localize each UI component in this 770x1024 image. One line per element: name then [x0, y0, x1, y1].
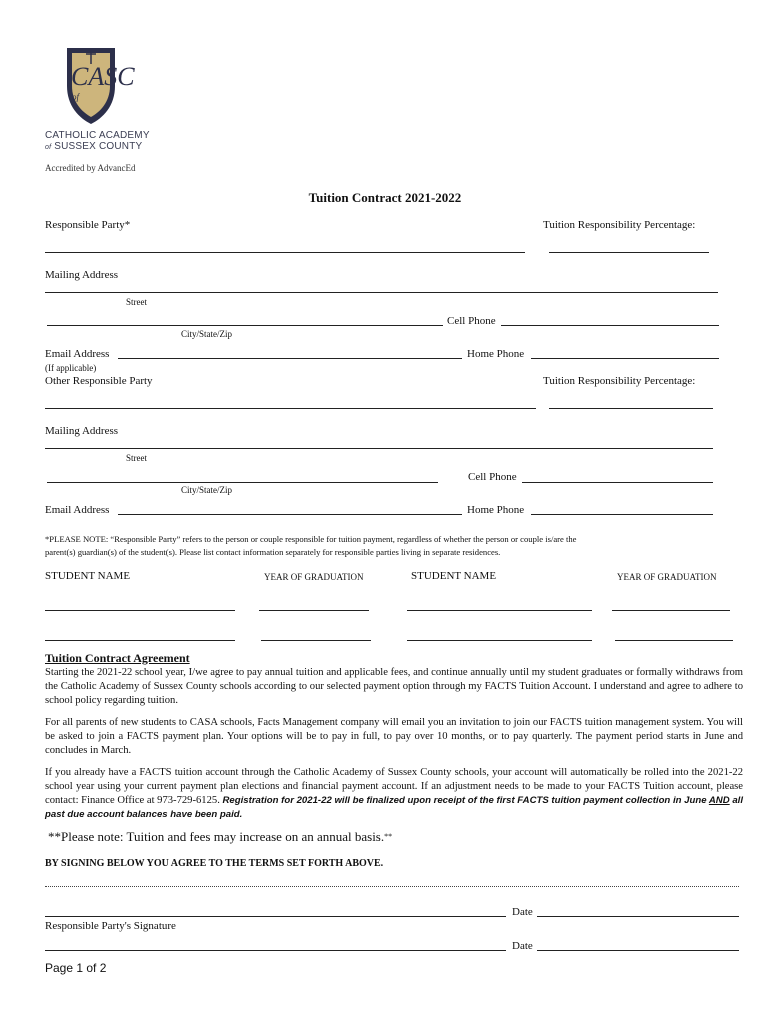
year-graduation-header-2: YEAR OF GRADUATION — [617, 572, 717, 582]
date-label-2: Date — [512, 940, 533, 952]
tuition-percentage-field[interactable] — [549, 252, 709, 253]
year-graduation-field-4[interactable] — [615, 640, 733, 641]
logo-name-line2: of SUSSEX COUNTY — [45, 141, 143, 152]
email-address-field[interactable] — [118, 358, 462, 359]
logo-name-line1: CATHOLIC ACADEMY — [45, 130, 150, 141]
dotted-separator — [45, 886, 739, 887]
signing-statement: BY SIGNING BELOW YOU AGREE TO THE TERMS SET FORTH ABOVE. — [45, 858, 384, 869]
agreement-paragraph-2: For all parents of new students to CASA schools, Facts Management company will email you an invitation to join our FACTS tuition management system. You will be asked to join a FACTS payment plan. Your options will be to pay in full, to pay over 10 months, or to pay quarterly. The payment period starts in June and concludes in March. — [45, 717, 743, 756]
email-address-field-2[interactable] — [118, 514, 462, 515]
tuition-percentage-label-2: Tuition Responsibility Percentage: — [543, 375, 696, 387]
signature-label: Responsible Party's Signature — [45, 920, 176, 932]
year-graduation-field-2[interactable] — [612, 610, 730, 611]
signature-field-1[interactable] — [45, 916, 506, 917]
agreement-paragraph-1: Starting the 2021-22 school year, I/we agree to pay annual tuition and applicable fees, and continue annually until my student graduates or formally withdraws from the Catholic Academy of Sussex County schools according to our selected payment option through my FACTS Tuition Account. I understand and agree to adhere to school policy regarding tuition. — [45, 667, 743, 706]
home-phone-field-2[interactable] — [531, 514, 713, 515]
home-phone-field[interactable] — [531, 358, 719, 359]
tuition-percentage-field-2[interactable] — [549, 408, 713, 409]
street-label: Street — [126, 297, 147, 307]
street-field-2[interactable] — [45, 448, 713, 449]
city-state-zip-field-2[interactable] — [47, 482, 438, 483]
responsible-party-field[interactable] — [45, 252, 525, 253]
student-name-header-2: STUDENT NAME — [411, 570, 497, 582]
agreement-paragraph-3: If you already have a FACTS tuition account through the Catholic Academy of Sussex County schools, your account will automatically be rolled into the 2021-22 school year using your current payment plan elections and financial payment account. If an adjustment needs to be made to your FACTS Tuition account, please contact: Finance Office at 973-729-6125. Registration for 2021-22 will be finalized upon receipt of the first FACTS tuition payment collection in June AND all past due account balances have been paid. — [45, 767, 743, 820]
student-name-header-1: STUDENT NAME — [45, 570, 131, 582]
responsible-party-label: Responsible Party* — [45, 219, 131, 231]
if-applicable-label: (If applicable) — [45, 363, 97, 373]
city-state-zip-label-2: City/State/Zip — [181, 485, 232, 495]
logo-monogram-of: of — [72, 92, 80, 102]
other-responsible-party-label: Other Responsible Party — [45, 375, 153, 387]
other-responsible-party-field[interactable] — [45, 408, 536, 409]
tuition-percentage-label: Tuition Responsibility Percentage: — [543, 219, 696, 231]
responsible-party-note: *PLEASE NOTE: “Responsible Party” refers to the person or couple responsible for tuition payment, regardless of whether the person or couple is/are the parent(s) guardian(s) of the student(s). Please list contact information separately for responsible parties living in separate residences. — [45, 534, 577, 557]
page-number: Page 1 of 2 — [45, 961, 107, 975]
mailing-address-label: Mailing Address — [45, 269, 119, 281]
email-address-label-2: Email Address — [45, 504, 110, 516]
student-name-field-4[interactable] — [407, 640, 592, 641]
street-label-2: Street — [126, 453, 147, 463]
city-state-zip-label: City/State/Zip — [181, 329, 232, 339]
accreditation: Accredited by AdvancEd — [45, 163, 136, 173]
year-graduation-field-1[interactable] — [259, 610, 369, 611]
student-name-field-1[interactable] — [45, 610, 235, 611]
city-state-zip-field[interactable] — [47, 325, 443, 326]
cell-phone-label-2: Cell Phone — [468, 471, 517, 483]
date-field-2[interactable] — [537, 950, 739, 951]
logo-monogram: CASC — [71, 62, 135, 91]
cell-phone-field[interactable] — [501, 325, 719, 326]
signature-field-2[interactable] — [45, 950, 506, 951]
email-address-label: Email Address — [45, 348, 110, 360]
fee-increase-note: **Please note: Tuition and fees may increase on an annual basis.** — [48, 829, 393, 844]
cell-phone-label: Cell Phone — [447, 315, 496, 327]
street-field[interactable] — [45, 292, 718, 293]
agreement-heading: Tuition Contract Agreement — [45, 651, 190, 665]
cell-phone-field-2[interactable] — [522, 482, 713, 483]
date-field-1[interactable] — [537, 916, 739, 917]
year-graduation-header-1: YEAR OF GRADUATION — [264, 572, 364, 582]
year-graduation-field-3[interactable] — [261, 640, 371, 641]
page-title: Tuition Contract 2021-2022 — [308, 190, 462, 205]
date-label-1: Date — [512, 906, 533, 918]
student-name-field-3[interactable] — [45, 640, 235, 641]
home-phone-label: Home Phone — [467, 348, 525, 360]
mailing-address-label-2: Mailing Address — [45, 425, 119, 437]
student-name-field-2[interactable] — [407, 610, 592, 611]
home-phone-label-2: Home Phone — [467, 504, 525, 516]
